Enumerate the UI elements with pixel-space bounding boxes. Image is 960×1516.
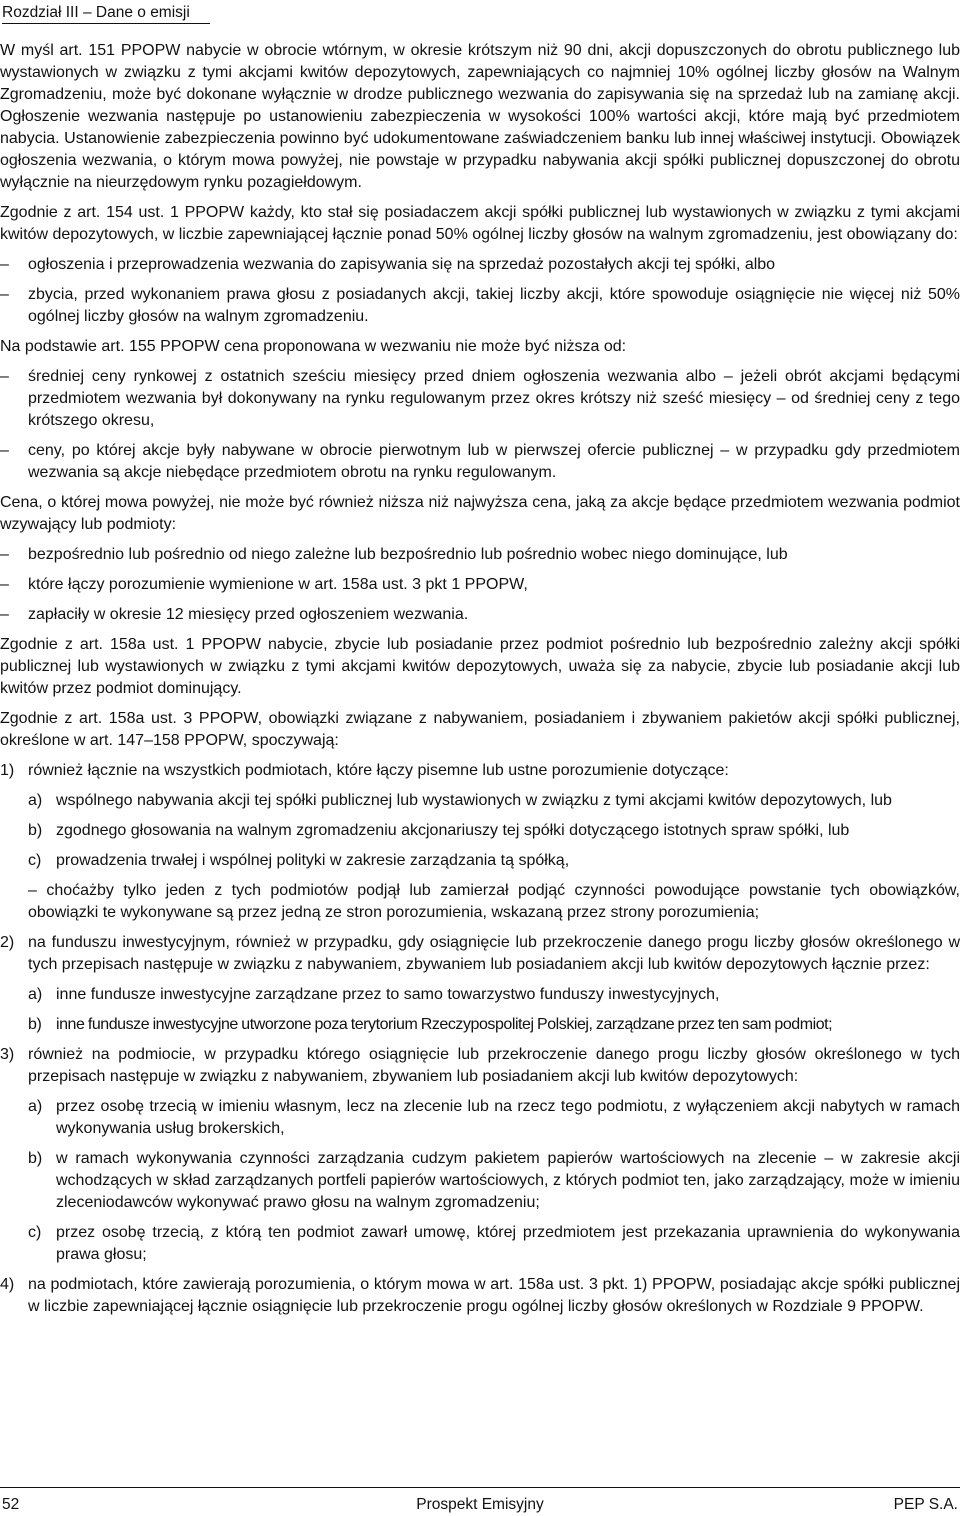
letter-marker: a) [28,986,43,1003]
list-item [0,366,960,432]
sub-item-text: zgodnego głosowania na walnym zgromadzeniu akcjonariuszy tej spółki dotyczącego istotnych spraw spółki, lub [56,822,850,839]
list-item [0,544,960,566]
sub-item [0,850,960,872]
paragraph-art-151: W myśl art. 151 PPOPW nabycie w obrocie wtórnym, w okresie krótszym niż 90 dni, akcji dopuszczonych do obrotu publicznego lub wystawionych w związku z tymi akcjami kwitów depozytowych, zapewniających co najmniej 10% ogólnej liczby głosów na Walnym Zgromadzeniu, może być dokonane wyłącznie w drodze publicznego wezwania do zapisywania się na sprzedaż lub na zamianę akcji. Ogłoszenie wezwania następuje po ustanowieniu zabezpieczenia w wysokości 100% wartości akcji, które mają być przedmiotem nabycia. Ustanowienie zabezpieczenia powinno być udokumentowane zaświadczeniem banku lub innej właściwej instytucji. Obowiązek ogłoszenia wezwania, o którym mowa powyżej, nie powstaje w przypadku nabywania akcji spółki publicznej dopuszczonej do obrotu wyłącznie na nieurzędowym rynku pozagiełdowym. [0,42,960,191]
document-title: Prospekt Emisyjny [416,1496,544,1513]
numbered-item-text: na podmiotach, które zawierają porozumienia, o którym mowa w art. 158a ust. 3 pkt. 1) PPOPW, posiadając akcje spółki publicznej w liczbie zapewniającej łącznie osiągnięcie lub przekroczenie progu ogólnej liczby głosów określonych w Rozdziale 9 PPOPW. [28,1276,960,1315]
numbered-item-text: na funduszu inwestycyjnym, również w przypadku, gdy osiągnięcie lub przekroczenie danego progu liczby głosów określonego w tych przepisach następuje w związku z nabywaniem, zbywaniem lub posiadaniem akcji lub kwitów depozytowych łącznie przez: [28,934,960,973]
paragraph-art-154: Zgodnie z art. 154 ust. 1 PPOPW każdy, kto stał się posiadaczem akcji spółki publicznej lub wystawionych w związku z tymi akcjami kwitów depozytowych, w liczbie zapewniającej łącznie ponad 50% ogólnej liczby głosów na walnym zgromadzeniu, jest obowiązany do: [0,204,960,243]
list-item [0,440,960,484]
letter-marker: c) [28,852,42,869]
number-marker: 3) [0,1046,15,1063]
sub-item-text: prowadzenia trwałej i wspólnej polityki w zakresie zarządzania tą spółką, [56,852,570,869]
dash-marker: – [0,606,9,623]
number-marker: 2) [0,934,15,951]
continuation-text: – choćażby tylko jeden z tych podmiotów podjął lub zamierzał podjąć czynności powodujące powstanie tych obowiązków, obowiązki te wykonywane są przez jedną ze stron porozumienia, wskazaną przez strony porozumienia; [28,882,960,921]
list-item [0,604,960,626]
dash-marker: – [0,546,9,563]
list-item-text: ceny, po której akcje były nabywane w obrocie pierwotnym lub w pierwszej ofercie publicznej – w przypadku gdy przedmiotem wezwania są akcje niebędące przedmiotem obrotu na rynku regulowanym. [28,442,960,481]
sub-item [0,1096,960,1140]
dash-marker: – [0,286,9,303]
numbered-item-2 [0,932,960,976]
running-header [2,0,210,24]
header-divider [2,23,210,24]
sub-item [0,984,960,1006]
dash-marker: – [0,576,9,593]
number-marker: 1) [0,762,15,779]
list-item [0,284,960,328]
letter-marker: b) [28,1016,42,1033]
list-item-text: zapłaciły w okresie 12 miesięcy przed ogłoszeniem wezwania. [28,606,469,623]
sub-item [0,1148,960,1214]
paragraph-art-158a-ust1: Zgodnie z art. 158a ust. 1 PPOPW nabycie, zbycie lub posiadanie przez podmiot pośrednio lub bezpośrednio zależny akcji spółki publicznej lub wystawionych w związku z tymi akcjami kwitów depozytowych, uważa się za nabycie, zbycie lub posiadanie akcji lub kwitów przez podmiot dominujący. [0,636,960,697]
footer-divider [0,1487,960,1488]
list-item-text: zbycia, przed wykonaniem prawa głosu z posiadanych akcji, takiej liczby akcji, które spowoduje osiągnięcie nie więcej niż 50% ogólnej liczby głosów na walnym zgromadzeniu. [28,286,960,325]
sub-item-text: wspólnego nabywania akcji tej spółki publicznej lub wystawionych w związku z tymi akcjami kwitów depozytowych, lub [56,792,892,809]
dash-marker: – [0,442,9,459]
sub-item [0,1014,960,1036]
list-item-text: bezpośrednio lub pośrednio od niego zależne lub bezpośrednio lub pośrednio wobec niego dominujące, lub [28,546,788,563]
chapter-title: Rozdział III – Dane o emisji [2,4,190,21]
list-item [0,254,960,276]
numbered-item-text: również na podmiocie, w przypadku którego osiągnięcie lub przekroczenie danego progu liczby głosów określonego w tych przepisach następuje w związku z nabywaniem, zbywaniem lub posiadaniem akcji lub kwitów depozytowych: [28,1046,960,1085]
numbered-item-3 [0,1044,960,1088]
list-item-text: które łączy porozumienie wymienione w art. 158a ust. 3 pkt 1 PPOPW, [28,576,528,593]
page-number: 52 [2,1496,20,1513]
paragraph-price-rule: Cena, o której mowa powyżej, nie może być również niższa niż najwyższa cena, jaką za akcje będące przedmiotem wezwania podmiot wzywający lub podmioty: [0,494,960,533]
sub-item-text: przez osobę trzecią w imieniu własnym, lecz na zlecenie lub na rzecz tego podmiotu, z wyłączeniem akcji nabytych w ramach wykonywania usług brokerskich, [56,1098,960,1137]
sub-item-text: przez osobę trzecią, z którą ten podmiot zawarł umowę, której przedmiotem jest przekazania uprawnienia do wykonywania prawa głosu; [56,1224,960,1263]
list-item [0,574,960,596]
sub-item [0,790,960,812]
sub-item-text: inne fundusze inwestycyjne utworzone poza terytorium Rzeczypospolitej Polskiej, zarządzane przez ten sam podmiot; [56,1016,833,1033]
document-body [0,40,960,1326]
sub-item [0,820,960,842]
paragraph-art-155: Na podstawie art. 155 PPOPW cena proponowana w wezwaniu nie może być niższa od: [0,338,627,355]
number-marker: 4) [0,1276,15,1293]
paragraph-art-158a-ust3: Zgodnie z art. 158a ust. 3 PPOPW, obowiązki związane z nabywaniem, posiadaniem i zbywaniem pakietów akcji spółki publicznej, określone w art. 147–158 PPOPW, spoczywają: [0,710,960,749]
sub-item-text: w ramach wykonywania czynności zarządzania cudzym pakietem papierów wartościowych na zlecenie – w zakresie akcji wchodzących w skład zarządzanych portfeli papierów wartościowych, z których podmiot ten, jako zarządzający, może w imieniu zleceniodawców wykonywać prawo głosu na walnym zgromadzeniu; [56,1150,960,1211]
numbered-item-4 [0,1274,960,1318]
list-item-text: ogłoszenia i przeprowadzenia wezwania do zapisywania się na sprzedaż pozostałych akcji tej spółki, albo [28,256,776,273]
sub-item-text: inne fundusze inwestycyjne zarządzane przez to samo towarzystwo funduszy inwestycyjnych, [56,986,720,1003]
dash-marker: – [0,256,9,273]
dash-marker: – [0,368,9,385]
page-footer [0,1494,960,1514]
numbered-item-1 [0,760,960,782]
letter-marker: a) [28,1098,43,1115]
company-name: PEP S.A. [893,1496,958,1513]
letter-marker: a) [28,792,43,809]
letter-marker: b) [28,822,43,839]
numbered-item-text: również łącznie na wszystkich podmiotach, które łączy pisemne lub ustne porozumienie dotyczące: [28,762,729,779]
sub-item [0,1222,960,1266]
letter-marker: c) [28,1224,42,1241]
list-item-text: średniej ceny rynkowej z ostatnich sześciu miesięcy przed dniem ogłoszenia wezwania albo – jeżeli obrót akcjami będącymi przedmiotem wezwania był dokonywany na rynku regulowanym przez okres krótszy niż sześć miesięcy – od średniej ceny z tego krótszego okresu, [28,368,960,429]
letter-marker: b) [28,1150,43,1167]
